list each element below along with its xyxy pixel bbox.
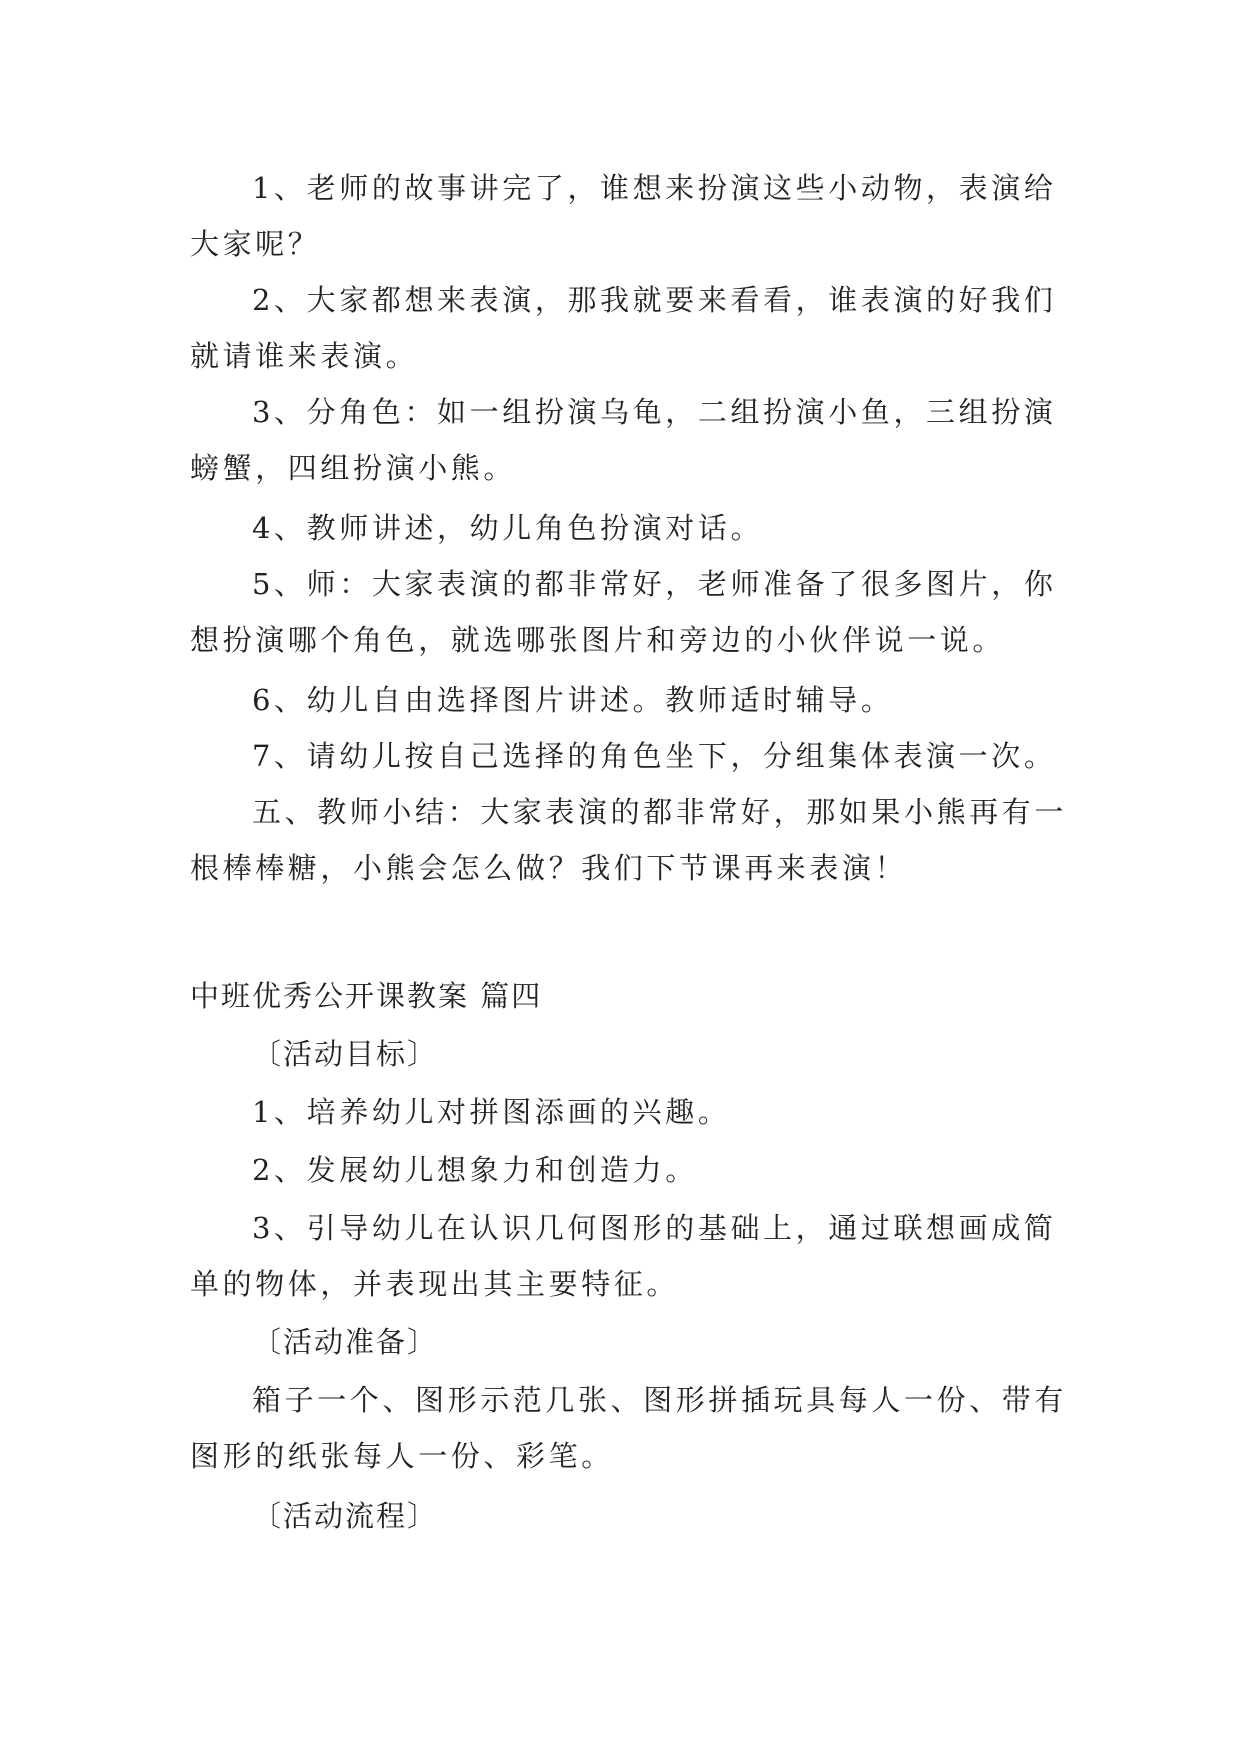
prep-text: 箱子一个、图形示范几张、图形拼插玩具每人一份、带有图形的纸张每人一份、彩笔。 (190, 1383, 1068, 1473)
flow-label: 〔活动流程〕 (252, 1499, 439, 1533)
goal-3: 3、引导幼儿在认识几何图形的基础上，通过联想画成简单的物体，并表现出其主要特征。 (190, 1211, 1057, 1301)
paragraph-4: 4、教师讲述，幼儿角色扮演对话。 (252, 511, 764, 545)
paragraph-3: 3、分角色：如一组扮演乌龟，二组扮演小鱼，三组扮演螃蟹，四组扮演小熊。 (190, 395, 1057, 485)
paragraph-1: 1、老师的故事讲完了，谁想来扮演这些小动物，表演给大家呢？ (190, 171, 1057, 261)
goals-label: 〔活动目标〕 (252, 1037, 439, 1071)
section-title: 中班优秀公开课教案 篇四 (190, 979, 543, 1013)
paragraph-6: 6、幼儿自由选择图片讲述。教师适时辅导。 (252, 683, 894, 717)
paragraph-summary: 五、教师小结：大家表演的都非常好，那如果小熊再有一根棒棒糖，小熊会怎么做？我们下节课再来表演！ (190, 795, 1068, 885)
goal-1: 1、培养幼儿对拼图添画的兴趣。 (252, 1095, 731, 1129)
goal-2: 2、发展幼儿想象力和创造力。 (252, 1153, 698, 1187)
prep-label: 〔活动准备〕 (252, 1325, 439, 1359)
paragraph-2: 2、大家都想来表演，那我就要来看看，谁表演的好我们就请谁来表演。 (190, 283, 1057, 373)
paragraph-7: 7、请幼儿按自己选择的角色坐下，分组集体表演一次。 (252, 739, 1057, 773)
paragraph-5: 5、师：大家表演的都非常好，老师准备了很多图片，你想扮演哪个角色，就选哪张图片和旁边的小伙伴说一说。 (190, 567, 1057, 657)
